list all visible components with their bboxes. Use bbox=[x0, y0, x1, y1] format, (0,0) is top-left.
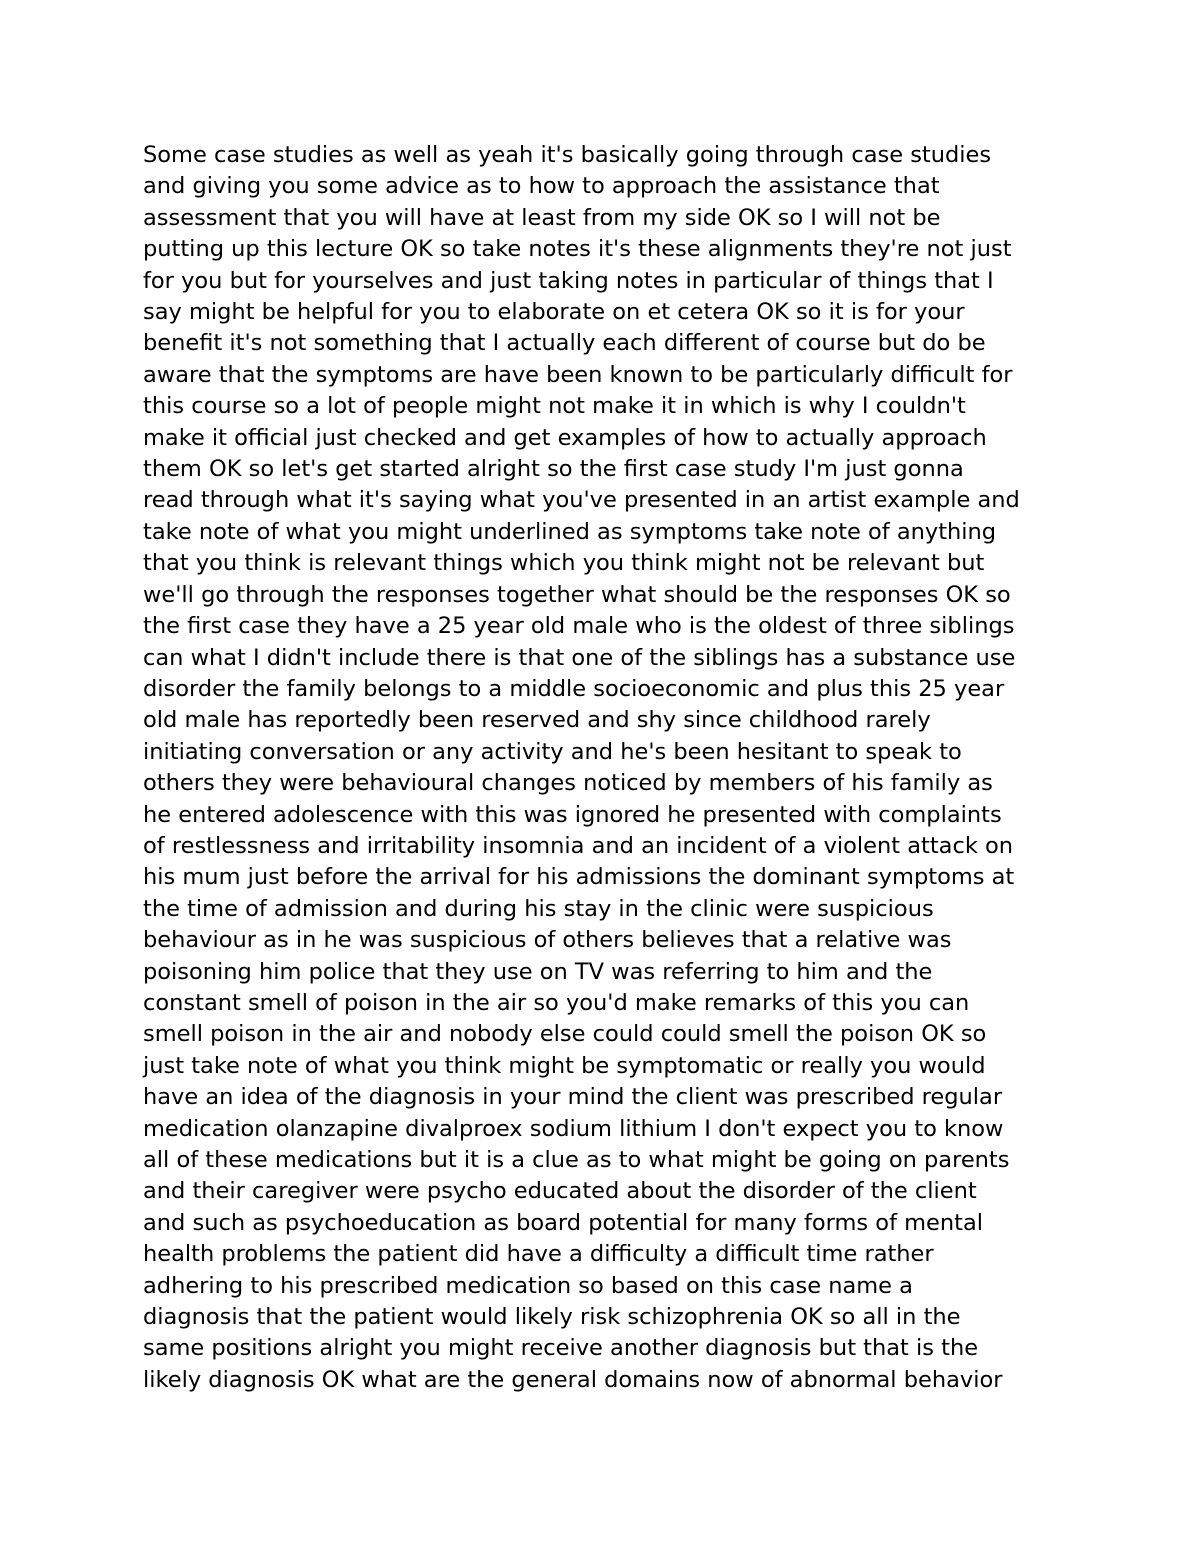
text-line: assessment that you will have at least from my side OK so I will not be bbox=[143, 204, 941, 231]
text-line: make it official just checked and get examples of how to actually approach bbox=[143, 424, 987, 451]
text-line: initiating conversation or any activity and he's been hesitant to speak to bbox=[143, 738, 962, 765]
text-line: disorder the family belongs to a middle socioeconomic and plus this 25 year bbox=[143, 675, 1005, 702]
document-body-text bbox=[143, 140, 1083, 1396]
text-line: medication olanzapine divalproex sodium lithium I don't expect you to know bbox=[143, 1115, 1004, 1142]
text-line: and their caregiver were psycho educated about the disorder of the client bbox=[143, 1178, 977, 1205]
text-line: same positions alright you might receive another diagnosis but that is the bbox=[143, 1335, 979, 1362]
text-line: just take note of what you think might be symptomatic or really you would bbox=[143, 1052, 986, 1079]
text-line: of restlessness and irritability insomnia and an incident of a violent attack on bbox=[143, 832, 1014, 859]
text-line: others they were behavioural changes noticed by members of his family as bbox=[143, 770, 993, 797]
text-line: health problems the patient did have a difficulty a difficult time rather bbox=[143, 1241, 934, 1268]
text-line: take note of what you might underlined as symptoms take note of anything bbox=[143, 518, 997, 545]
text-line: constant smell of poison in the air so you'd make remarks of this you can bbox=[143, 989, 970, 1016]
text-line: diagnosis that the patient would likely risk schizophrenia OK so all in the bbox=[143, 1304, 961, 1331]
text-line: old male has reportedly been reserved and shy since childhood rarely bbox=[143, 707, 931, 734]
text-line: benefit it's not something that I actually each different of course but do be bbox=[143, 330, 986, 357]
text-line: the time of admission and during his stay in the clinic were suspicious bbox=[143, 895, 934, 922]
text-line: the first case they have a 25 year old male who is the oldest of three siblings bbox=[143, 613, 1015, 640]
text-line: behaviour as in he was suspicious of others believes that a relative was bbox=[143, 927, 952, 954]
text-line: likely diagnosis OK what are the general domains now of abnormal behavior bbox=[143, 1366, 1003, 1393]
text-line: for you but for yourselves and just taking notes in particular of things that I bbox=[143, 267, 994, 294]
text-line: his mum just before the arrival for his admissions the dominant symptoms at bbox=[143, 864, 1015, 891]
text-line: we'll go through the responses together what should be the responses OK so bbox=[143, 581, 1011, 608]
text-line: adhering to his prescribed medication so based on this case name a bbox=[143, 1272, 913, 1299]
text-line: can what I didn't include there is that one of the siblings has a substance use bbox=[143, 644, 1016, 671]
text-line: smell poison in the air and nobody else could could smell the poison OK so bbox=[143, 1021, 987, 1048]
text-line: poisoning him police that they use on TV was referring to him and the bbox=[143, 958, 933, 985]
text-line: aware that the symptoms are have been known to be particularly difficult for bbox=[143, 361, 1013, 388]
text-line: have an idea of the diagnosis in your mind the client was prescribed regular bbox=[143, 1084, 1003, 1111]
text-line: and such as psychoeducation as board potential for many forms of mental bbox=[143, 1209, 984, 1236]
text-line: them OK so let's get started alright so the first case study I'm just gonna bbox=[143, 456, 964, 483]
text-line: he entered adolescence with this was ignored he presented with complaints bbox=[143, 801, 1002, 828]
text-line: putting up this lecture OK so take notes it's these alignments they're not just bbox=[143, 236, 1012, 263]
text-line: this course so a lot of people might not make it in which is why I couldn't bbox=[143, 393, 966, 420]
text-line: read through what it's saying what you've presented in an artist example and bbox=[143, 487, 1020, 514]
text-line: and giving you some advice as to how to approach the assistance that bbox=[143, 173, 940, 200]
text-line: all of these medications but it is a clue as to what might be going on parents bbox=[143, 1147, 1010, 1173]
text-line: say might be helpful for you to elaborate on et cetera OK so it is for your bbox=[143, 299, 965, 326]
text-line: Some case studies as well as yeah it's basically going through case studies bbox=[143, 142, 992, 168]
text-line: that you think is relevant things which you think might not be relevant but bbox=[143, 550, 985, 577]
